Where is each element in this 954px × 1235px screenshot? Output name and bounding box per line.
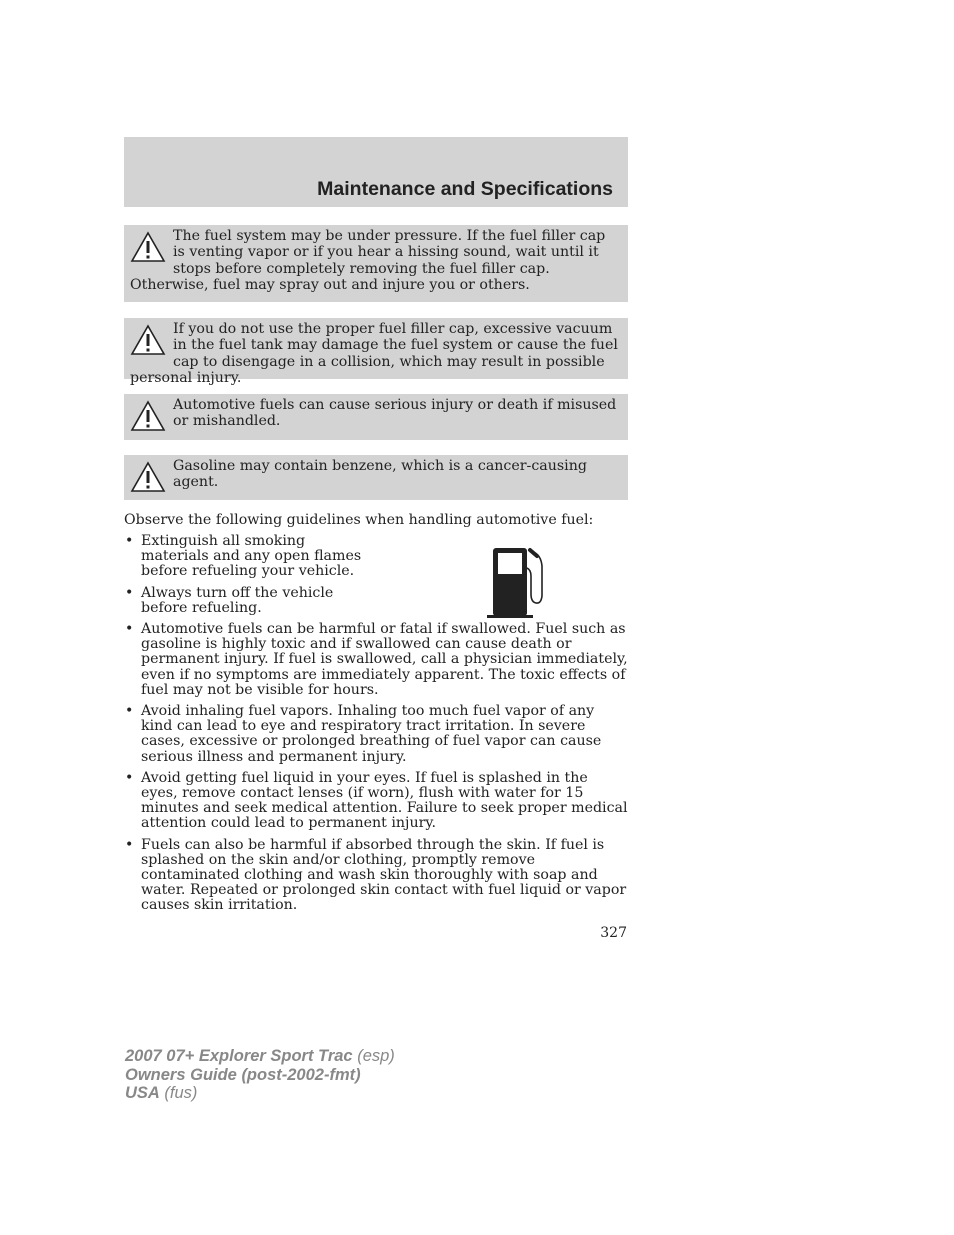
warning-triangle-icon — [130, 231, 166, 263]
warning-box-filler-cap — [124, 318, 628, 386]
list-item-text: Fuels can also be harmful if absorbed through the skin. If fuel is splashed on the skin and/or clothing, promptly remove contaminated clothing and wash skin thoroughly with soap and water. Repeated or prolonged skin contact with fuel liquid or vapor causes skin irritation. — [141, 836, 627, 914]
footer-line-3 — [125, 1084, 395, 1103]
warning-box-benzene — [124, 455, 628, 500]
list-item — [124, 704, 628, 765]
bullet-symbol: • — [125, 533, 134, 549]
section-title: Maintenance and Specifications — [317, 178, 613, 200]
list-item — [124, 771, 628, 832]
list-item-text: Automotive fuels can be harmful or fatal if swallowed. Fuel such as gasoline is highly toxic and if swallowed can cause death or permanent injury. If fuel is swallowed, call a physician immediately, even if no symptoms are immediately apparent. The toxic effects of fuel may not be visible for hours. — [141, 621, 628, 698]
list-item-text: Always turn off the vehicle before refueling. — [141, 584, 334, 616]
list-item-text: Avoid inhaling fuel vapors. Inhaling too much fuel vapor of any kind can lead to eye and respiratory tract irritation. In severe cases, excessive or prolonged breathing of fuel vapor can cause serious illness and permanent injury. — [141, 703, 602, 765]
bullet-symbol: • — [125, 584, 134, 601]
warning-text: Automotive fuels can cause serious injury or death if misused or mishandled. — [173, 397, 617, 430]
warning-triangle-icon — [130, 461, 166, 493]
list-item-text: Avoid getting fuel liquid in your eyes. If fuel is splashed in the eyes, remove contact lenses (if worn), flush with water for 15 minutes and seek medical attention. Failure to seek proper medical attention could lead to permanent injury. — [141, 769, 628, 832]
footer-model: 2007 07+ Explorer Sport Trac — [125, 1047, 353, 1065]
warning-box-pressure — [124, 225, 628, 302]
footer-line-2 — [125, 1066, 395, 1085]
intro-text: Observe the following guidelines when handling automotive fuel: — [124, 512, 594, 528]
bullet-symbol: • — [125, 621, 134, 638]
document-footer — [125, 1047, 395, 1103]
page-number: 327 — [600, 925, 627, 941]
list-item — [124, 586, 628, 616]
warning-triangle-icon — [130, 324, 166, 356]
bullet-symbol: • — [125, 836, 134, 853]
footer-model-code: (esp) — [352, 1047, 395, 1065]
section-header — [124, 137, 628, 207]
warning-text: Gasoline may contain benzene, which is a cancer-causing agent. — [173, 458, 587, 491]
warning-text: If you do not use the proper fuel filler cap, excessive vacuum in the fuel tank may damage the fuel system or cause the fuel cap to disengage in a collision, which may result in possible personal injury. — [130, 321, 618, 386]
list-item — [124, 838, 628, 914]
warning-box-fuel-injury — [124, 394, 628, 440]
fuel-guidelines-list — [124, 534, 628, 920]
list-item-text: Extinguish all smoking materials and any open flames before refueling your vehicle. — [141, 533, 362, 580]
footer-guide: Owners Guide (post-2002-fmt) — [125, 1065, 361, 1084]
warning-text: The fuel system may be under pressure. If the fuel filler cap is venting vapor or if you hear a hissing sound, wait until it stops before completely removing the fuel filler cap. Otherwise, fuel may spray out and injure you or others. — [130, 228, 606, 293]
list-item — [124, 534, 628, 580]
list-item — [124, 622, 628, 698]
bullet-symbol: • — [125, 703, 134, 720]
bullet-symbol: • — [125, 769, 134, 786]
warning-triangle-icon — [130, 400, 166, 432]
footer-market-code: (fus) — [159, 1084, 198, 1102]
footer-line-1 — [125, 1047, 395, 1066]
footer-market: USA — [125, 1084, 160, 1102]
